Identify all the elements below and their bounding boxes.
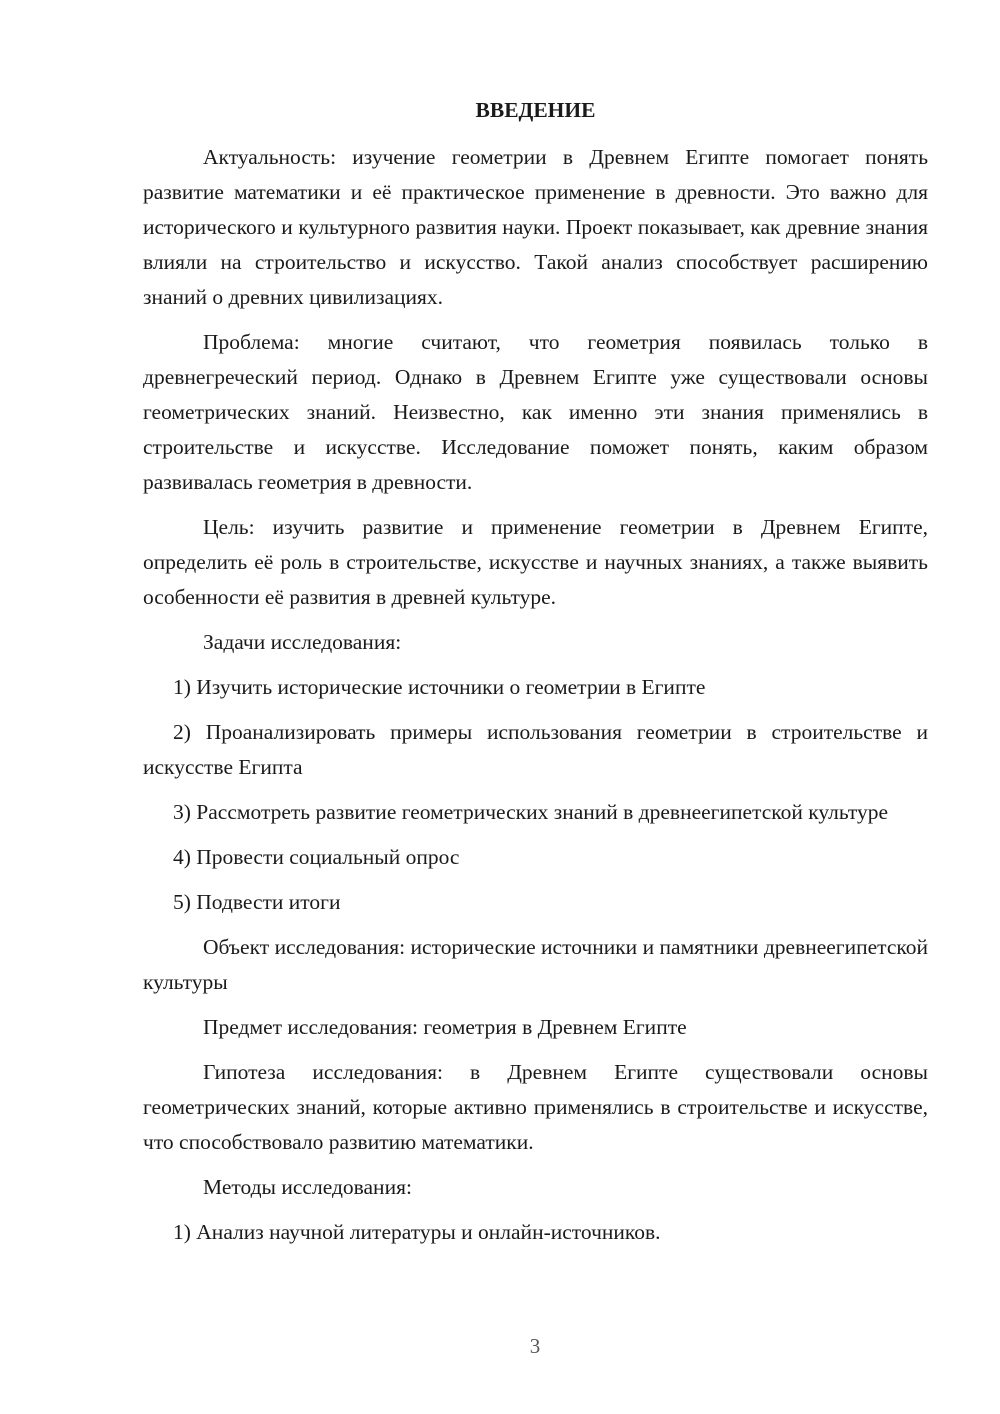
task-item-4: 4) Провести социальный опрос <box>173 845 460 869</box>
paragraph-relevance: Актуальность: изучение геометрии в Древнем Египте помогает понять развитие математики и её практическое применение в древности. Это важно для исторического и культурного развития науки. Проект показывает, как древние знания влияли на строительство и искусство. Такой анализ способствует расширению знаний о древних цивилизациях. <box>143 145 928 309</box>
paragraph-problem: Проблема: многие считают, что геометрия появилась только в древнегреческий период. Однако в Древнем Египте уже существовали основы геометрических знаний. Неизвестно, как именно эти знания применялись в строительстве и искусстве. Исследование поможет понять, каким образом развивалась геометрия в древности. <box>143 330 928 494</box>
paragraph-tasks-heading: Задачи исследования: <box>203 630 402 654</box>
document-page <box>143 96 928 1260</box>
paragraph-subject: Предмет исследования: геометрия в Древнем Египте <box>203 1015 687 1039</box>
paragraph-methods-heading: Методы исследования: <box>203 1175 412 1199</box>
paragraph-hypothesis: Гипотеза исследования: в Древнем Египте существовали основы геометрических знаний, которые активно применялись в строительстве и искусстве, что способствовало развитию математики. <box>143 1060 928 1154</box>
task-item-2: 2) Проанализировать примеры использования геометрии в строительстве и искусстве Египта <box>143 720 928 779</box>
task-item-1: 1) Изучить исторические источники о геометрии в Египте <box>173 675 706 699</box>
page-title: ВВЕДЕНИЕ <box>475 98 596 122</box>
task-item-5: 5) Подвести итоги <box>173 890 341 914</box>
page-number: 3 <box>529 1334 541 1358</box>
method-item-1: 1) Анализ научной литературы и онлайн-источников. <box>173 1220 661 1244</box>
paragraph-object: Объект исследования: исторические источники и памятники древнеегипетской культуры <box>143 935 928 994</box>
task-item-3: 3) Рассмотреть развитие геометрических знаний в древнеегипетской культуре <box>173 800 889 824</box>
paragraph-goal: Цель: изучить развитие и применение геометрии в Древнем Египте, определить её роль в строительстве, искусстве и научных знаниях, а также выявить особенности её развития в древней культуре. <box>143 515 928 609</box>
